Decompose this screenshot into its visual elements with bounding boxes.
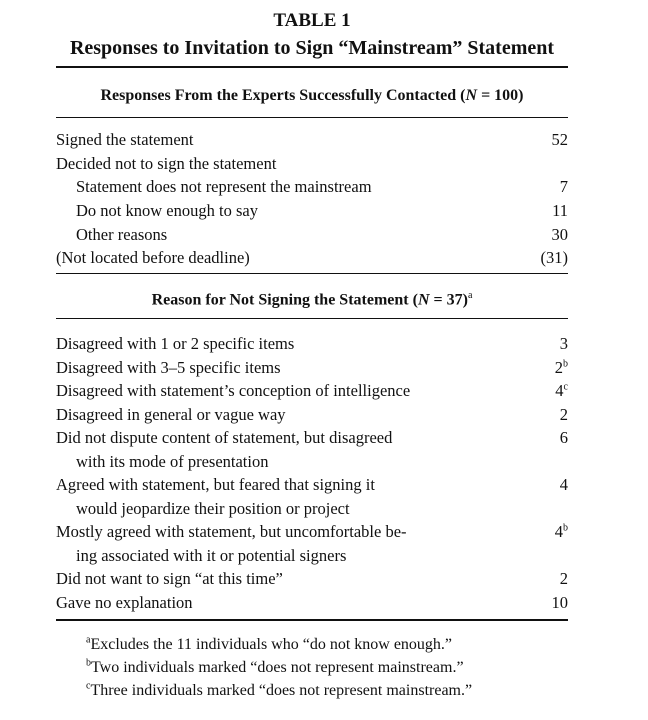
section1-heading: Responses From the Experts Successfully Contacted (N = 100) <box>100 87 524 104</box>
row-label: Mostly agreed with statement, but uncomfortable be- ing associated with it or potential signers <box>56 522 407 565</box>
table-row <box>56 128 568 152</box>
row-value: 6 <box>559 428 568 447</box>
footnotes <box>86 633 472 702</box>
row-label: Signed the statement <box>56 130 194 149</box>
table-row <box>56 403 568 427</box>
table-row <box>56 426 568 473</box>
table-row <box>56 199 568 223</box>
row-label: Did not dispute content of statement, but disagreed with its mode of presentation <box>56 428 393 471</box>
row-value: 4$^c$ <box>555 381 568 400</box>
row-value: 4$^b$ <box>554 522 568 541</box>
row-value: 4 <box>559 475 568 494</box>
section2-rule <box>56 318 568 319</box>
row-value: 52 <box>551 130 568 149</box>
row-value: 30 <box>551 225 568 244</box>
row-label: Agreed with statement, but feared that signing it would jeopardize their position or project <box>56 475 375 518</box>
table-row <box>56 356 568 380</box>
table-row <box>56 332 568 356</box>
row-value: 3 <box>559 334 568 353</box>
row-label: Did not want to sign “at this time” <box>56 569 283 588</box>
section2-top-rule <box>56 273 568 274</box>
row-value: 2$^b$ <box>554 358 568 377</box>
table-subtitle: Responses to Invitation to Sign “Mainstream” Statement <box>69 37 555 59</box>
footnote: $^a$Excludes the 11 individuals who “do not know enough.” <box>86 634 453 653</box>
row-value: 2 <box>559 569 568 588</box>
table-row <box>56 223 568 247</box>
table-row <box>56 591 568 615</box>
footnote-mark: b <box>563 522 568 534</box>
row-value: (31) <box>540 248 568 267</box>
row-label: Other reasons <box>76 225 168 244</box>
footnote-mark: b <box>563 358 568 370</box>
section2-heading: Reason for Not Signing the Statement (N = 37)$^a$ <box>151 290 473 309</box>
row-label: (Not located before deadline) <box>56 248 250 267</box>
row-label: Statement does not represent the mainstream <box>76 177 372 196</box>
row-label: Gave no explanation <box>56 593 193 612</box>
row-label: Disagreed in general or vague way <box>56 405 286 424</box>
row-value: 2 <box>559 405 568 424</box>
footnote-mark: c <box>563 381 568 393</box>
row-value: 10 <box>551 593 568 612</box>
table-row <box>56 567 568 591</box>
section1-rule <box>56 117 568 118</box>
table-row <box>56 379 568 403</box>
row-value: 7 <box>559 177 568 196</box>
row-label: Disagreed with 3–5 specific items <box>56 358 281 377</box>
top-rule <box>56 66 568 68</box>
table-row <box>56 473 568 520</box>
row-value <box>528 152 568 176</box>
row-label: Disagreed with statement’s conception of intelligence <box>56 381 411 400</box>
row-label: Decided not to sign the statement <box>56 154 277 173</box>
table-row <box>56 175 568 199</box>
row-label: Do not know enough to say <box>76 201 258 220</box>
table-title: TABLE 1 <box>273 10 351 31</box>
bottom-rule <box>56 619 568 621</box>
row-value: 11 <box>552 201 568 220</box>
table-row <box>56 246 568 270</box>
table-row <box>56 520 568 567</box>
footnote: $^c$Three individuals marked “does not represent mainstream.” <box>86 680 473 699</box>
table-row <box>56 152 568 176</box>
row-label: Disagreed with 1 or 2 specific items <box>56 334 295 353</box>
footnote: $^b$Two individuals marked “does not represent mainstream.” <box>86 657 464 676</box>
